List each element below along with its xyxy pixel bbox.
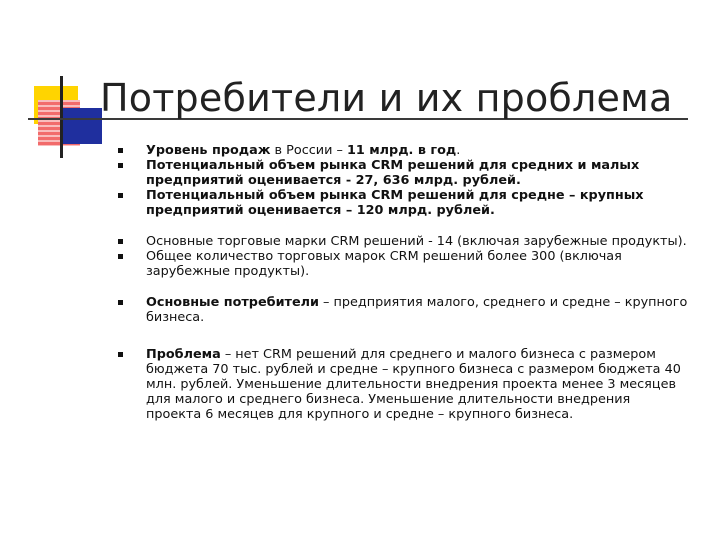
- bullet-text: – нет CRM решений для среднего и малого бизнеса с размером бюджета 70 тыс. рублей и средне – крупного бизнеса с размером бюджета 40 млн. рублей. Уменьшение длительности внедрения проекта менее 3 месяцев для малого и среднего бизнеса. Уменьшение длительности внедрения проекта 6 месяцев для крупного и средне – крупного бизнеса.: [146, 347, 681, 422]
- bullet-bold-prefix: Проблема: [146, 347, 221, 362]
- bullet-bold-prefix: Основные потребители: [146, 295, 319, 310]
- bullet-bold-prefix: Уровень продаж: [146, 143, 271, 158]
- bullet-text: Потенциальный объем рынка CRM решений для средних и малых предприятий оценивается - 27, 636 млрд. рублей.: [146, 158, 640, 188]
- bullet-text: – предприятия малого, среднего и средне – крупного бизнеса.: [146, 295, 688, 325]
- list-item: [118, 249, 688, 279]
- decor-blue-square: [62, 108, 102, 144]
- bullet-text: Общее количество торговых марок CRM решений более 300 (включая зарубежные продукты).: [146, 249, 622, 279]
- bullet-text: Потенциальный объем рынка CRM решений для средне – крупных предприятий оценивается – 120 млрд. рублей.: [146, 188, 644, 218]
- bullet-square-icon: [118, 148, 123, 153]
- bullet-square-icon: [118, 300, 123, 305]
- list-item: [118, 158, 688, 188]
- slide-title: Потребители и их проблема: [100, 76, 673, 120]
- list-item: [118, 295, 688, 325]
- bullet-square-icon: [118, 254, 123, 259]
- bullet-square-icon: [118, 352, 123, 357]
- decor-vertical-line: [60, 76, 63, 158]
- bullet-square-icon: [118, 239, 123, 244]
- list-item: [118, 143, 688, 158]
- list-item: [118, 234, 688, 249]
- bullet-square-icon: [118, 193, 123, 198]
- list-item: [118, 347, 688, 422]
- bullet-square-icon: [118, 163, 123, 168]
- bullet-tail: .: [456, 143, 461, 158]
- bullet-text: Основные торговые марки CRM решений - 14 (включая зарубежные продукты).: [146, 234, 687, 249]
- bullet-list: [118, 143, 688, 422]
- bullet-text: в России –: [270, 143, 347, 158]
- bullet-bold-suffix: 11 млрд. в год: [346, 143, 457, 158]
- list-item: [118, 188, 688, 218]
